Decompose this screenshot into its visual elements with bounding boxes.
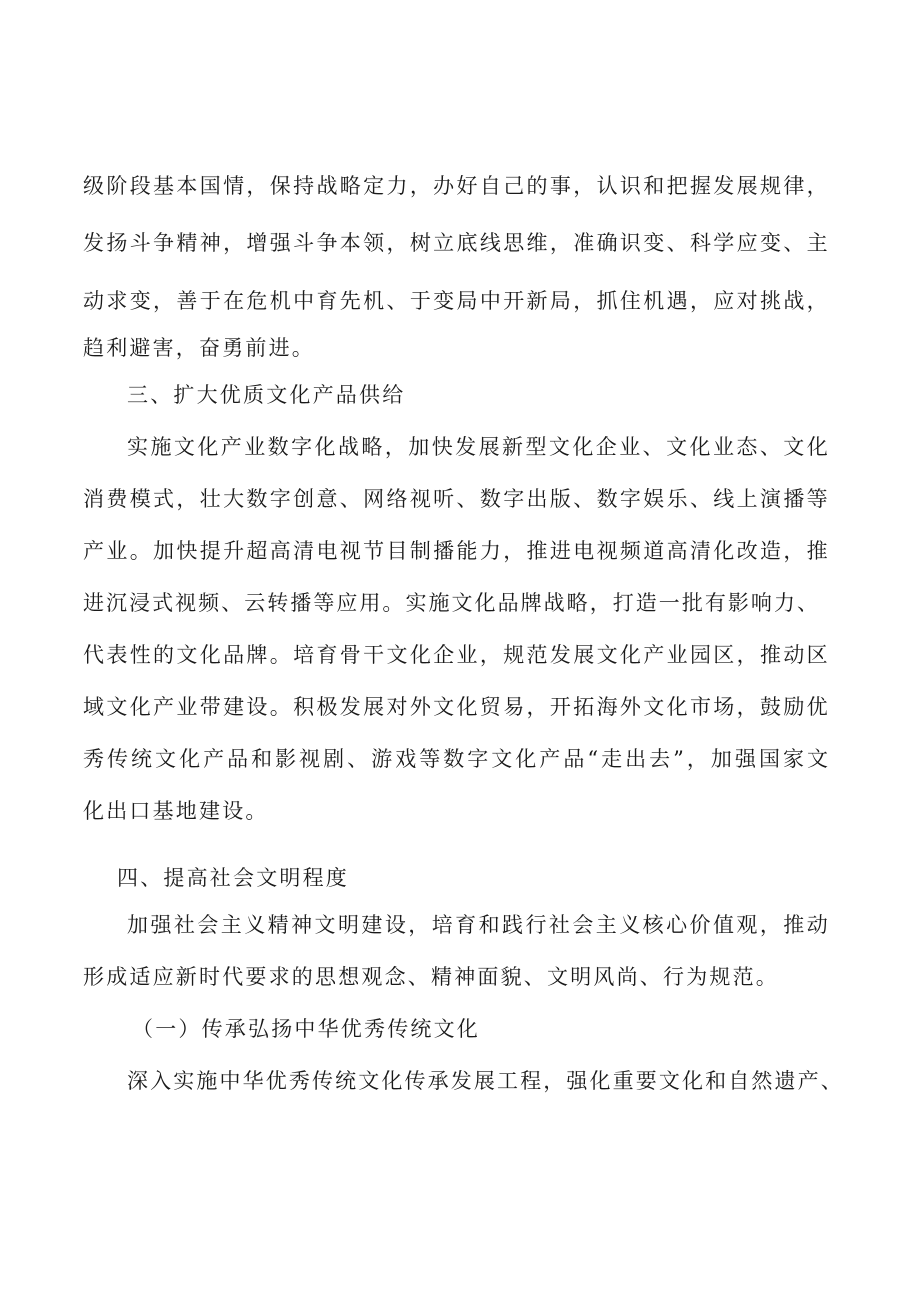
paragraph-line: 化出口基地建设。 <box>83 799 269 823</box>
paragraph-line: 消 费 模 式 ， 壮 大 数 字 创 意 、 网 络 视 听 、 数 字 出 版 、 数 字 娱 乐 、 线 上 演 播 等 <box>83 487 828 511</box>
paragraph-line: 深 入 实 施 中 华 优 秀 传 统 文 化 传 承 发 展 工 程 ， 强 化 重 要 文 化 和 自 然 遗 产 、 <box>127 1069 842 1093</box>
paragraph-line: 趋利避害，奋勇前进。 <box>83 336 315 360</box>
paragraph-line: 秀 传 统 文 化 产 品 和 影 视 剧 、 游 戏 等 数 字 文 化 产 品 “ 走 出 去 ” ， 加 强 国 家 文 <box>83 747 828 771</box>
paragraph-line: 发 扬 斗 争 精 神 ， 增 强 斗 争 本 领 ， 树 立 底 线 思 维 ， 准 确 识 变 、 科 学 应 变 、 主 <box>83 231 828 255</box>
paragraph-line: 代 表 性 的 文 化 品 牌 。 培 育 骨 干 文 化 企 业 ， 规 范 发 展 文 化 产 业 园 区 ， 推 动 区 <box>83 643 828 667</box>
subsection-heading-4-1: （一）传承弘扬中华优秀传统文化 <box>132 1017 480 1041</box>
paragraph-line: 加 强 社 会 主 义 精 神 文 明 建 设 ， 培 育 和 践 行 社 会 主 义 核 心 价 值 观 ， 推 动 <box>127 913 828 937</box>
paragraph-line: 形成适应新时代要求的思想观念、精神面貌、文明风尚、行为规范。 <box>83 965 779 989</box>
paragraph-line: 动 求 变 ， 善 于 在 危 机 中 育 先 机 、 于 变 局 中 开 新 局 ， 抓 住 机 遇 ， 应 对 挑 战 ， <box>83 289 828 313</box>
paragraph-line: 实 施 文 化 产 业 数 字 化 战 略 ， 加 快 发 展 新 型 文 化 企 业 、 文 化 业 态 、 文 化 <box>127 435 828 459</box>
paragraph-line: 级 阶 段 基 本 国 情 ， 保 持 战 略 定 力 ， 办 好 自 己 的 事 ， 认 识 和 把 握 发 展 规 律 ， <box>83 174 828 198</box>
section-heading-4: 四、提高社会文明程度 <box>117 866 349 890</box>
paragraph-line: 进 沉 浸 式 视 频 、 云 转 播 等 应 用 。 实 施 文 化 品 牌 战 略 ， 打 造 一 批 有 影 响 力 、 <box>83 591 818 615</box>
section-heading-3: 三、扩大优质文化产品供给 <box>127 383 406 407</box>
paragraph-line: 域 文 化 产 业 带 建 设 。 积 极 发 展 对 外 文 化 贸 易 ， 开 拓 海 外 文 化 市 场 ， 鼓 励 优 <box>83 695 828 719</box>
paragraph-line: 产 业 。 加 快 提 升 超 高 清 电 视 节 目 制 播 能 力 ， 推 进 电 视 频 道 高 清 化 改 造 ， 推 <box>83 539 828 563</box>
